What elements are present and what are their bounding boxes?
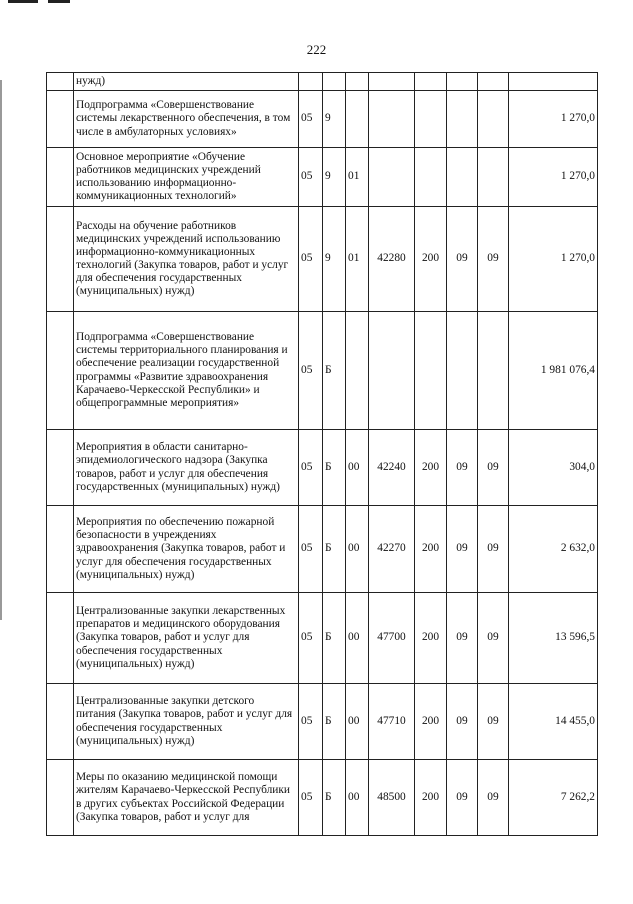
amount-cell: 304,0: [509, 430, 598, 506]
amount-cell: [509, 73, 598, 91]
amount-cell: 7 262,2: [509, 760, 598, 836]
amount-cell: 1 270,0: [509, 148, 598, 207]
item-name-cell: Централизованные закупки лекарственных препаратов и медицинского оборудования (Закупка товаров, работ и услуг для обеспечения государственных (муниципальных) нужд): [74, 593, 299, 684]
code-subdivision-cell: [478, 73, 509, 91]
code-direction-cell: 42240: [369, 430, 415, 506]
code-division-cell: [447, 73, 478, 91]
amount-cell: 1 270,0: [509, 207, 598, 312]
code-direction-cell: 42280: [369, 207, 415, 312]
code-program-cell: Б: [323, 506, 346, 593]
code-expense-type-cell: [415, 91, 447, 148]
code-program-cell: Б: [323, 593, 346, 684]
code-division-cell: 09: [447, 506, 478, 593]
row-number-cell: [47, 684, 74, 760]
row-number-cell: [47, 207, 74, 312]
row-number-cell: [47, 506, 74, 593]
code-program-cell: 9: [323, 207, 346, 312]
row-number-cell: [47, 73, 74, 91]
code-subdivision-cell: [478, 91, 509, 148]
code-division-cell: [447, 312, 478, 430]
code-expense-type-cell: [415, 73, 447, 91]
table-row: [47, 593, 598, 684]
code-program-cell: Б: [323, 430, 346, 506]
amount-cell: 14 455,0: [509, 684, 598, 760]
page-number: 222: [306, 42, 327, 57]
code-subprogram-cell: 01: [346, 148, 369, 207]
code-subdivision-cell: 09: [478, 684, 509, 760]
item-name-cell: Подпрограмма «Совершенствование системы территориального планирования и обеспечение реализации государственной программы «Развитие здравоохранения Карачаево-Черкесской Республики» и общепрограммные мероприятия»: [74, 312, 299, 430]
code-subdivision-cell: 09: [478, 506, 509, 593]
code-section-cell: 05: [299, 593, 323, 684]
code-subprogram-cell: 00: [346, 760, 369, 836]
code-section-cell: 05: [299, 312, 323, 430]
code-direction-cell: [369, 148, 415, 207]
code-expense-type-cell: 200: [415, 430, 447, 506]
code-direction-cell: [369, 91, 415, 148]
row-number-cell: [47, 430, 74, 506]
code-program-cell: Б: [323, 312, 346, 430]
item-name-cell: Мероприятия по обеспечению пожарной безопасности в учреждениях здравоохранения (Закупка товаров, работ и услуг для обеспечения государственных (муниципальных) нужд): [74, 506, 299, 593]
code-direction-cell: 42270: [369, 506, 415, 593]
code-section-cell: 05: [299, 430, 323, 506]
code-direction-cell: [369, 312, 415, 430]
code-division-cell: 09: [447, 593, 478, 684]
table-row: [47, 684, 598, 760]
item-name-cell: Меры по оказанию медицинской помощи жителям Карачаево-Черкесской Республики в других субъектах Российской Федерации (Закупка товаров, работ и услуг для: [74, 760, 299, 836]
code-division-cell: 09: [447, 430, 478, 506]
amount-cell: 1 981 076,4: [509, 312, 598, 430]
table-row: [47, 207, 598, 312]
code-program-cell: [323, 73, 346, 91]
code-program-cell: Б: [323, 760, 346, 836]
code-program-cell: Б: [323, 684, 346, 760]
code-expense-type-cell: 200: [415, 760, 447, 836]
budget-table: [46, 72, 598, 836]
table-row: [47, 73, 598, 91]
row-number-cell: [47, 312, 74, 430]
code-section-cell: 05: [299, 91, 323, 148]
code-subprogram-cell: 00: [346, 430, 369, 506]
table-row: [47, 148, 598, 207]
code-expense-type-cell: 200: [415, 593, 447, 684]
code-program-cell: 9: [323, 148, 346, 207]
code-section-cell: 05: [299, 207, 323, 312]
item-name-cell: Централизованные закупки детского питания (Закупка товаров, работ и услуг для обеспечения государственных (муниципальных) нужд): [74, 684, 299, 760]
code-division-cell: [447, 148, 478, 207]
row-number-cell: [47, 593, 74, 684]
row-number-cell: [47, 760, 74, 836]
scan-mark-top-middle: [48, 0, 70, 3]
code-section-cell: 05: [299, 760, 323, 836]
code-subprogram-cell: [346, 73, 369, 91]
table-row: [47, 760, 598, 836]
table-row: [47, 312, 598, 430]
code-subdivision-cell: [478, 148, 509, 207]
code-program-cell: 9: [323, 91, 346, 148]
table-row: [47, 91, 598, 148]
code-subdivision-cell: [478, 312, 509, 430]
code-section-cell: 05: [299, 148, 323, 207]
code-section-cell: [299, 73, 323, 91]
code-subprogram-cell: [346, 91, 369, 148]
code-subprogram-cell: 01: [346, 207, 369, 312]
code-subprogram-cell: 00: [346, 506, 369, 593]
item-name-cell: нужд): [74, 73, 299, 91]
code-subdivision-cell: 09: [478, 760, 509, 836]
amount-cell: 13 596,5: [509, 593, 598, 684]
item-name-cell: Основное мероприятие «Обучение работников медицинских учреждений использованию информационно-коммуникационных технологий»: [74, 148, 299, 207]
code-subprogram-cell: 00: [346, 593, 369, 684]
code-subdivision-cell: 09: [478, 430, 509, 506]
code-subdivision-cell: 09: [478, 593, 509, 684]
scan-mark-left-edge: [0, 80, 2, 620]
code-division-cell: 09: [447, 760, 478, 836]
table-row: [47, 430, 598, 506]
amount-cell: 2 632,0: [509, 506, 598, 593]
code-direction-cell: 47710: [369, 684, 415, 760]
code-division-cell: 09: [447, 684, 478, 760]
item-name-cell: Подпрограмма «Совершенствование системы лекарственного обеспечения, в том числе в амбулаторных условиях»: [74, 91, 299, 148]
scan-mark-top-left: [8, 0, 38, 3]
code-division-cell: [447, 91, 478, 148]
code-subprogram-cell: [346, 312, 369, 430]
code-section-cell: 05: [299, 506, 323, 593]
code-expense-type-cell: 200: [415, 684, 447, 760]
code-subprogram-cell: 00: [346, 684, 369, 760]
code-division-cell: 09: [447, 207, 478, 312]
code-direction-cell: 48500: [369, 760, 415, 836]
code-expense-type-cell: [415, 312, 447, 430]
code-expense-type-cell: 200: [415, 207, 447, 312]
code-section-cell: 05: [299, 684, 323, 760]
row-number-cell: [47, 91, 74, 148]
code-expense-type-cell: [415, 148, 447, 207]
item-name-cell: Расходы на обучение работников медицинских учреждений использованию информационно-коммуникационных технологий (Закупка товаров, работ и услуг для обеспечения государственных (муниципальных) нужд): [74, 207, 299, 312]
code-direction-cell: [369, 73, 415, 91]
code-expense-type-cell: 200: [415, 506, 447, 593]
row-number-cell: [47, 148, 74, 207]
table-row: [47, 506, 598, 593]
item-name-cell: Мероприятия в области санитарно-эпидемиологического надзора (Закупка товаров, работ и услуг для обеспечения государственных (муниципальных) нужд): [74, 430, 299, 506]
amount-cell: 1 270,0: [509, 91, 598, 148]
code-subdivision-cell: 09: [478, 207, 509, 312]
code-direction-cell: 47700: [369, 593, 415, 684]
